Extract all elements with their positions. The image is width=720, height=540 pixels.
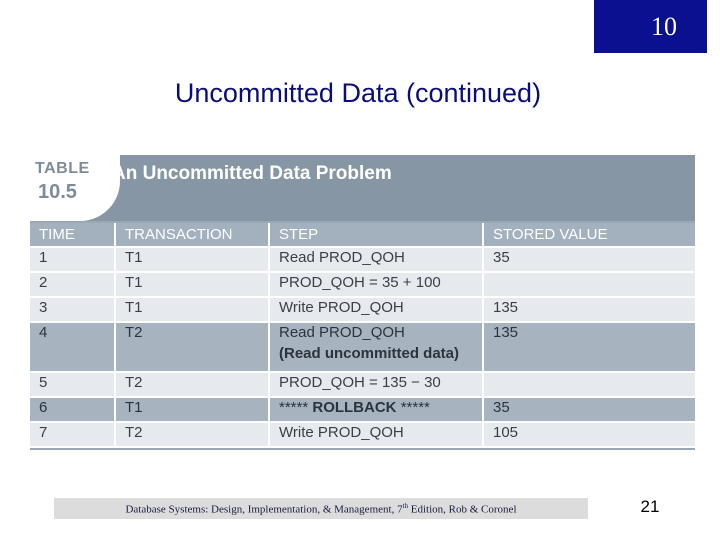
cell-step-suffix: ***** [400, 399, 430, 416]
cell-step: Read PROD_QOH [270, 248, 484, 273]
cell-transaction: T1 [116, 273, 270, 298]
cell-transaction: T2 [116, 373, 270, 398]
column-header-stored-value: STORED VALUE [484, 223, 695, 248]
cell-step [270, 323, 484, 373]
table-figure [30, 155, 695, 450]
footer-text-main: Database Systems: Design, Implementation, & Management, 7 [125, 503, 403, 516]
cell-time: 7 [30, 423, 116, 448]
cell-step: Write PROD_QOH [270, 423, 484, 448]
chapter-number: 10 [651, 11, 677, 41]
cell-step: PROD_QOH = 135 − 30 [270, 373, 484, 398]
cell-stored-value: 105 [484, 423, 695, 448]
cell-step-text: Read PROD_QOH [279, 324, 405, 341]
footer-text-superscript: th [402, 502, 409, 510]
cell-time: 4 [30, 323, 116, 373]
page-number: 21 [640, 497, 660, 516]
cell-step: Write PROD_QOH [270, 298, 484, 323]
footer-citation [54, 502, 588, 516]
table-row [30, 298, 695, 323]
column-header-time: TIME [30, 223, 116, 248]
footer-text-tail: Edition, Rob & Coronel [408, 503, 517, 516]
cell-transaction: T2 [116, 423, 270, 448]
table-row [30, 423, 695, 448]
cell-stored-value: 135 [484, 323, 695, 373]
cell-transaction: T1 [116, 248, 270, 273]
cell-stored-value [484, 373, 695, 398]
table-title: An Uncommitted Data Problem [112, 163, 392, 184]
table-row [30, 373, 695, 398]
cell-stored-value: 135 [484, 298, 695, 323]
cell-transaction: T1 [116, 298, 270, 323]
cell-step: PROD_QOH = 35 + 100 [270, 273, 484, 298]
slide-title: Uncommitted Data (continued) [174, 78, 542, 108]
column-header-step: STEP [270, 223, 484, 248]
cell-step-rollback: ROLLBACK [312, 399, 397, 416]
cell-time: 5 [30, 373, 116, 398]
cell-time: 3 [30, 298, 116, 323]
cell-time: 6 [30, 398, 116, 423]
cell-step-prefix: ***** [279, 399, 309, 416]
table-label: TABLE [35, 160, 90, 177]
cell-time: 1 [30, 248, 116, 273]
table-row [30, 398, 695, 423]
cell-stored-value: 35 [484, 398, 695, 423]
table-row [30, 273, 695, 298]
cell-stored-value: 35 [484, 248, 695, 273]
table-number: 10.5 [38, 181, 77, 203]
cell-step-note: (Read uncommitted data) [279, 345, 460, 362]
cell-stored-value [484, 273, 695, 298]
cell-step [270, 398, 484, 423]
data-table [30, 223, 695, 448]
column-header-transaction: TRANSACTION [116, 223, 270, 248]
cell-transaction: T2 [116, 323, 270, 373]
chapter-number-badge [594, 0, 707, 53]
cell-time: 2 [30, 273, 116, 298]
table-header-row [30, 223, 695, 248]
table-row [30, 323, 695, 373]
cell-transaction: T1 [116, 398, 270, 423]
table-row [30, 248, 695, 273]
